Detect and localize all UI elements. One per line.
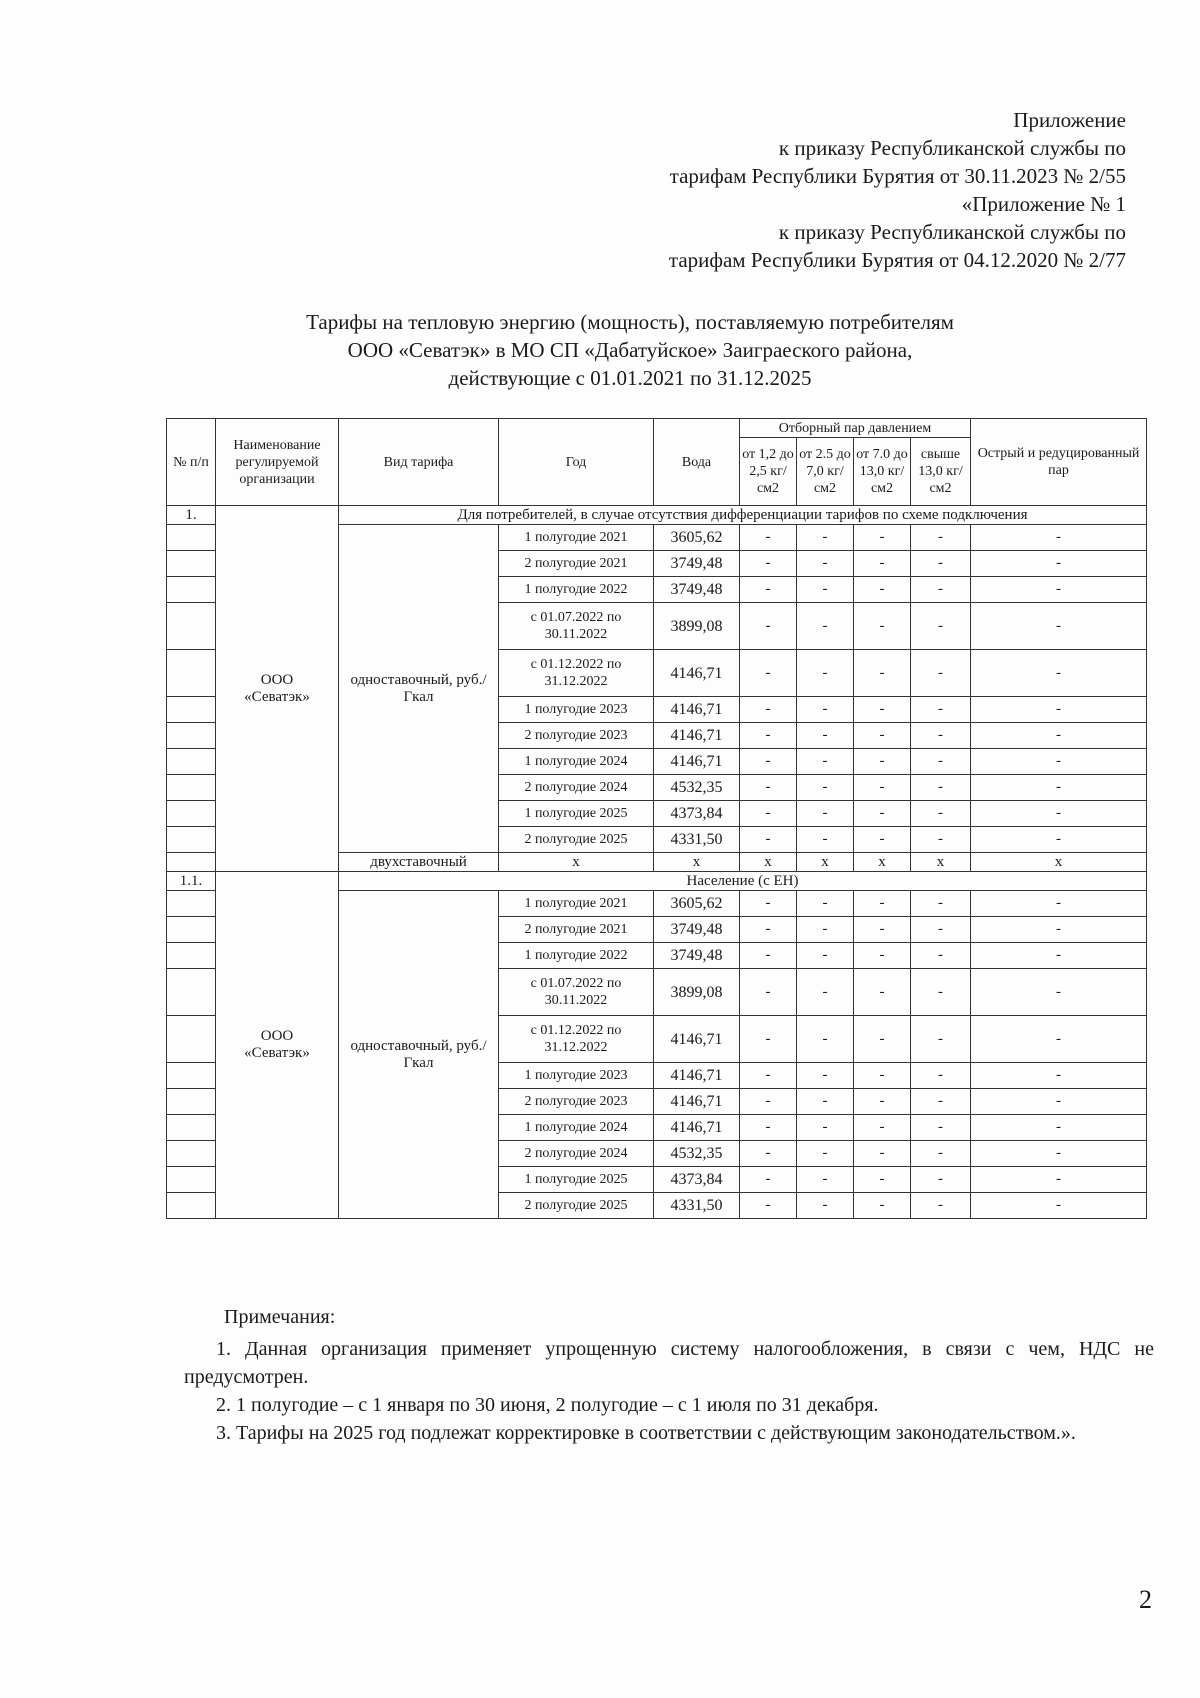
empty-num-cell xyxy=(167,827,216,853)
sharp-steam-cell: - xyxy=(971,775,1147,801)
water-tariff-cell: 4373,84 xyxy=(654,801,740,827)
steam-2-cell: - xyxy=(797,603,854,650)
water-tariff-cell: 3605,62 xyxy=(654,891,740,917)
steam-1-cell: - xyxy=(740,1016,797,1063)
sharp-steam-cell: - xyxy=(971,1167,1147,1193)
steam-4-cell: - xyxy=(911,1089,971,1115)
steam-4-cell: - xyxy=(911,749,971,775)
empty-num-cell xyxy=(167,603,216,650)
steam-2-cell: - xyxy=(797,969,854,1016)
note-item: 3. Тарифы на 2025 год подлежат корректировке в соответствии с действующим законодательством.». xyxy=(216,1422,1076,1444)
period-cell: 2 полугодие 2023 xyxy=(499,1089,654,1115)
header-tariff-type: Вид тарифа xyxy=(339,419,499,506)
steam-3-cell: х xyxy=(854,853,911,872)
steam-2-cell: - xyxy=(797,1167,854,1193)
period-cell: с 01.07.2022 по 30.11.2022 xyxy=(499,969,654,1016)
steam-2-cell: - xyxy=(797,650,854,697)
period-cell: с 01.12.2022 по 31.12.2022 xyxy=(499,1016,654,1063)
steam-1-cell: - xyxy=(740,969,797,1016)
water-tariff-cell: х xyxy=(654,853,740,872)
period-cell: 1 полугодие 2025 xyxy=(499,801,654,827)
period-cell: 2 полугодие 2025 xyxy=(499,827,654,853)
tariff-type-cell xyxy=(339,891,499,1219)
steam-3-cell: - xyxy=(854,1089,911,1115)
steam-2-cell: - xyxy=(797,1193,854,1219)
empty-num-cell xyxy=(167,1193,216,1219)
steam-4-cell: - xyxy=(911,1016,971,1063)
empty-num-cell xyxy=(167,943,216,969)
steam-3-cell: - xyxy=(854,1167,911,1193)
sharp-steam-cell: - xyxy=(971,650,1147,697)
empty-num-cell xyxy=(167,853,216,872)
steam-2-cell: - xyxy=(797,917,854,943)
notes-heading: Примечания: xyxy=(224,1306,336,1328)
steam-3-cell: - xyxy=(854,917,911,943)
steam-3-cell: - xyxy=(854,1141,911,1167)
header-line: тарифам Республики Бурятия от 04.12.2020 № 2/77 xyxy=(668,248,1126,272)
sharp-steam-cell: - xyxy=(971,943,1147,969)
steam-1-cell: - xyxy=(740,1193,797,1219)
empty-num-cell xyxy=(167,917,216,943)
section-number: 1.1. xyxy=(167,872,216,891)
period-cell: 2 полугодие 2021 xyxy=(499,917,654,943)
steam-4-cell: - xyxy=(911,917,971,943)
steam-4-cell: - xyxy=(911,1115,971,1141)
steam-1-cell: - xyxy=(740,775,797,801)
period-cell: с 01.12.2022 по 31.12.2022 xyxy=(499,650,654,697)
water-tariff-cell: 4532,35 xyxy=(654,775,740,801)
header-org: Наименование регулируемой организации xyxy=(216,419,339,506)
section-header-row xyxy=(167,872,1147,891)
steam-1-cell: - xyxy=(740,650,797,697)
water-tariff-cell: 3749,48 xyxy=(654,551,740,577)
sharp-steam-cell: - xyxy=(971,1115,1147,1141)
sharp-steam-cell: - xyxy=(971,891,1147,917)
period-cell: 1 полугодие 2021 xyxy=(499,891,654,917)
period-cell: с 01.07.2022 по 30.11.2022 xyxy=(499,603,654,650)
sharp-steam-cell: - xyxy=(971,1089,1147,1115)
document-title xyxy=(0,308,1200,392)
water-tariff-cell: 3749,48 xyxy=(654,943,740,969)
steam-2-cell: х xyxy=(797,853,854,872)
empty-num-cell xyxy=(167,1063,216,1089)
steam-2-cell: - xyxy=(797,577,854,603)
title-line: действующие с 01.01.2021 по 31.12.2025 xyxy=(448,366,812,390)
steam-2-cell: - xyxy=(797,551,854,577)
water-tariff-cell: 3899,08 xyxy=(654,603,740,650)
steam-4-cell: х xyxy=(911,853,971,872)
steam-4-cell: - xyxy=(911,1167,971,1193)
steam-1-cell: - xyxy=(740,801,797,827)
section-number: 1. xyxy=(167,506,216,525)
steam-1-cell: - xyxy=(740,1063,797,1089)
sharp-steam-cell: - xyxy=(971,1193,1147,1219)
steam-1-cell: - xyxy=(740,917,797,943)
steam-3-cell: - xyxy=(854,969,911,1016)
two-rate-label: двухставочный xyxy=(339,853,499,872)
steam-2-cell: - xyxy=(797,1141,854,1167)
steam-4-cell: - xyxy=(911,943,971,969)
water-tariff-cell: 4331,50 xyxy=(654,827,740,853)
steam-2-cell: - xyxy=(797,697,854,723)
steam-1-cell: - xyxy=(740,749,797,775)
title-line: ООО «Севатэк» в МО СП «Дабатуйское» Заиграеского района, xyxy=(347,338,913,362)
water-tariff-cell: 4146,71 xyxy=(654,1089,740,1115)
steam-4-cell: - xyxy=(911,891,971,917)
steam-2-cell: - xyxy=(797,775,854,801)
sharp-steam-cell: - xyxy=(971,827,1147,853)
steam-4-cell: - xyxy=(911,827,971,853)
steam-4-cell: - xyxy=(911,801,971,827)
steam-3-cell: - xyxy=(854,1193,911,1219)
section-label: Население (с ЕН) xyxy=(339,872,1147,891)
period-cell: 1 полугодие 2025 xyxy=(499,1167,654,1193)
steam-3-cell: - xyxy=(854,650,911,697)
steam-4-cell: - xyxy=(911,603,971,650)
header-year: Год xyxy=(499,419,654,506)
steam-3-cell: - xyxy=(854,603,911,650)
tariff-body xyxy=(167,506,1147,1219)
empty-num-cell xyxy=(167,1167,216,1193)
period-cell: 2 полугодие 2024 xyxy=(499,775,654,801)
water-tariff-cell: 4146,71 xyxy=(654,1115,740,1141)
steam-4-cell: - xyxy=(911,577,971,603)
steam-1-cell: - xyxy=(740,891,797,917)
steam-1-cell: - xyxy=(740,1141,797,1167)
header-sharp-steam: Острый и редуцированный пар xyxy=(971,419,1147,506)
steam-3-cell: - xyxy=(854,891,911,917)
steam-2-cell: - xyxy=(797,1115,854,1141)
period-cell: 1 полугодие 2023 xyxy=(499,1063,654,1089)
water-tariff-cell: 4532,35 xyxy=(654,1141,740,1167)
steam-1-cell: - xyxy=(740,525,797,551)
notes xyxy=(184,1303,1154,1447)
sharp-steam-cell: - xyxy=(971,551,1147,577)
water-tariff-cell: 4331,50 xyxy=(654,1193,740,1219)
sharp-steam-cell: - xyxy=(971,749,1147,775)
steam-3-cell: - xyxy=(854,801,911,827)
steam-1-cell: - xyxy=(740,603,797,650)
steam-4-cell: - xyxy=(911,525,971,551)
period-cell: 2 полугодие 2024 xyxy=(499,1141,654,1167)
steam-3-cell: - xyxy=(854,775,911,801)
steam-3-cell: - xyxy=(854,1063,911,1089)
period-cell: 2 полугодие 2021 xyxy=(499,551,654,577)
tariff-type-cell xyxy=(339,525,499,853)
water-tariff-cell: 3605,62 xyxy=(654,525,740,551)
steam-2-cell: - xyxy=(797,1089,854,1115)
steam-4-cell: - xyxy=(911,551,971,577)
sharp-steam-cell: - xyxy=(971,577,1147,603)
tariff-type: одноставочный, руб./Гкал xyxy=(350,671,487,705)
org-name: ООО «Севатэк» xyxy=(244,1028,310,1061)
header-steam-3: от 7.0 до 13,0 кг/см2 xyxy=(854,438,911,506)
steam-3-cell: - xyxy=(854,749,911,775)
empty-num-cell xyxy=(167,577,216,603)
empty-num-cell xyxy=(167,801,216,827)
sharp-steam-cell: - xyxy=(971,603,1147,650)
sharp-steam-cell: х xyxy=(971,853,1147,872)
title-line: Тарифы на тепловую энергию (мощность), поставляемую потребителям xyxy=(306,310,954,334)
steam-2-cell: - xyxy=(797,749,854,775)
empty-num-cell xyxy=(167,650,216,697)
header-line: тарифам Республики Бурятия от 30.11.2023 № 2/55 xyxy=(669,164,1126,188)
sharp-steam-cell: - xyxy=(971,697,1147,723)
steam-1-cell: - xyxy=(740,1167,797,1193)
empty-num-cell xyxy=(167,697,216,723)
header-steam-2: от 2.5 до 7,0 кг/см2 xyxy=(797,438,854,506)
steam-1-cell: - xyxy=(740,723,797,749)
tariff-table xyxy=(166,418,1147,1219)
steam-2-cell: - xyxy=(797,525,854,551)
empty-num-cell xyxy=(167,551,216,577)
steam-1-cell: - xyxy=(740,697,797,723)
sharp-steam-cell: - xyxy=(971,801,1147,827)
sharp-steam-cell: - xyxy=(971,969,1147,1016)
water-tariff-cell: 4146,71 xyxy=(654,723,740,749)
org-name: ООО «Севатэк» xyxy=(244,671,310,705)
steam-3-cell: - xyxy=(854,943,911,969)
steam-4-cell: - xyxy=(911,775,971,801)
water-tariff-cell: 4373,84 xyxy=(654,1167,740,1193)
period-cell: 1 полугодие 2024 xyxy=(499,1115,654,1141)
steam-1-cell: - xyxy=(740,1115,797,1141)
steam-4-cell: - xyxy=(911,969,971,1016)
header-water: Вода xyxy=(654,419,740,506)
steam-1-cell: - xyxy=(740,1089,797,1115)
water-tariff-cell: 4146,71 xyxy=(654,749,740,775)
header-line: к приказу Республиканской службы по xyxy=(778,220,1126,244)
empty-num-cell xyxy=(167,775,216,801)
period-cell: 2 полугодие 2023 xyxy=(499,723,654,749)
header-steam-group: Отборный пар давлением xyxy=(740,419,971,438)
water-tariff-cell: 4146,71 xyxy=(654,650,740,697)
appendix-header xyxy=(669,106,1126,274)
note-item: 2. 1 полугодие – с 1 января по 30 июня, 2 полугодие – с 1 июля по 31 декабря. xyxy=(216,1394,879,1416)
period-cell: 1 полугодие 2021 xyxy=(499,525,654,551)
empty-num-cell xyxy=(167,969,216,1016)
steam-3-cell: - xyxy=(854,697,911,723)
water-tariff-cell: 3749,48 xyxy=(654,917,740,943)
period-cell: х xyxy=(499,853,654,872)
steam-2-cell: - xyxy=(797,723,854,749)
header-line: Приложение xyxy=(1013,108,1126,132)
empty-num-cell xyxy=(167,749,216,775)
header-steam-1: от 1,2 до 2,5 кг/см2 xyxy=(740,438,797,506)
steam-3-cell: - xyxy=(854,551,911,577)
water-tariff-cell: 3749,48 xyxy=(654,577,740,603)
steam-1-cell: - xyxy=(740,551,797,577)
steam-4-cell: - xyxy=(911,1141,971,1167)
sharp-steam-cell: - xyxy=(971,525,1147,551)
water-tariff-cell: 4146,71 xyxy=(654,1063,740,1089)
water-tariff-cell: 4146,71 xyxy=(654,697,740,723)
steam-4-cell: - xyxy=(911,1193,971,1219)
steam-3-cell: - xyxy=(854,1115,911,1141)
period-cell: 2 полугодие 2025 xyxy=(499,1193,654,1219)
header-line: к приказу Республиканской службы по xyxy=(778,136,1126,160)
sharp-steam-cell: - xyxy=(971,917,1147,943)
header-steam-4: свыше 13,0 кг/см2 xyxy=(911,438,971,506)
sharp-steam-cell: - xyxy=(971,1141,1147,1167)
org-cell xyxy=(216,506,339,872)
sharp-steam-cell: - xyxy=(971,1016,1147,1063)
steam-4-cell: - xyxy=(911,1063,971,1089)
steam-3-cell: - xyxy=(854,827,911,853)
steam-3-cell: - xyxy=(854,723,911,749)
steam-2-cell: - xyxy=(797,1063,854,1089)
empty-num-cell xyxy=(167,1089,216,1115)
period-cell: 1 полугодие 2022 xyxy=(499,577,654,603)
water-tariff-cell: 4146,71 xyxy=(654,1016,740,1063)
empty-num-cell xyxy=(167,891,216,917)
page-number: 2 xyxy=(1139,1585,1152,1614)
steam-3-cell: - xyxy=(854,525,911,551)
empty-num-cell xyxy=(167,1016,216,1063)
org-cell xyxy=(216,872,339,1219)
period-cell: 1 полугодие 2024 xyxy=(499,749,654,775)
period-cell: 1 полугодие 2023 xyxy=(499,697,654,723)
steam-4-cell: - xyxy=(911,650,971,697)
steam-2-cell: - xyxy=(797,827,854,853)
steam-4-cell: - xyxy=(911,723,971,749)
sharp-steam-cell: - xyxy=(971,723,1147,749)
water-tariff-cell: 3899,08 xyxy=(654,969,740,1016)
note-item: 1. Данная организация применяет упрощенную систему налогообложения, в связи с чем, НДС не предусмотрен. xyxy=(184,1338,1154,1388)
empty-num-cell xyxy=(167,1141,216,1167)
empty-num-cell xyxy=(167,1115,216,1141)
period-cell: 1 полугодие 2022 xyxy=(499,943,654,969)
steam-1-cell: - xyxy=(740,827,797,853)
steam-3-cell: - xyxy=(854,1016,911,1063)
tariff-type: одноставочный, руб./Гкал xyxy=(350,1037,487,1071)
steam-1-cell: - xyxy=(740,577,797,603)
empty-num-cell xyxy=(167,723,216,749)
header-line: «Приложение № 1 xyxy=(961,192,1126,216)
steam-2-cell: - xyxy=(797,943,854,969)
steam-2-cell: - xyxy=(797,1016,854,1063)
section-label: Для потребителей, в случае отсутствия дифференциации тарифов по схеме подключения xyxy=(339,506,1147,525)
steam-3-cell: - xyxy=(854,577,911,603)
empty-num-cell xyxy=(167,525,216,551)
sharp-steam-cell: - xyxy=(971,1063,1147,1089)
steam-4-cell: - xyxy=(911,697,971,723)
steam-2-cell: - xyxy=(797,891,854,917)
steam-1-cell: х xyxy=(740,853,797,872)
section-header-row xyxy=(167,506,1147,525)
header-num: № п/п xyxy=(167,419,216,506)
steam-1-cell: - xyxy=(740,943,797,969)
steam-2-cell: - xyxy=(797,801,854,827)
